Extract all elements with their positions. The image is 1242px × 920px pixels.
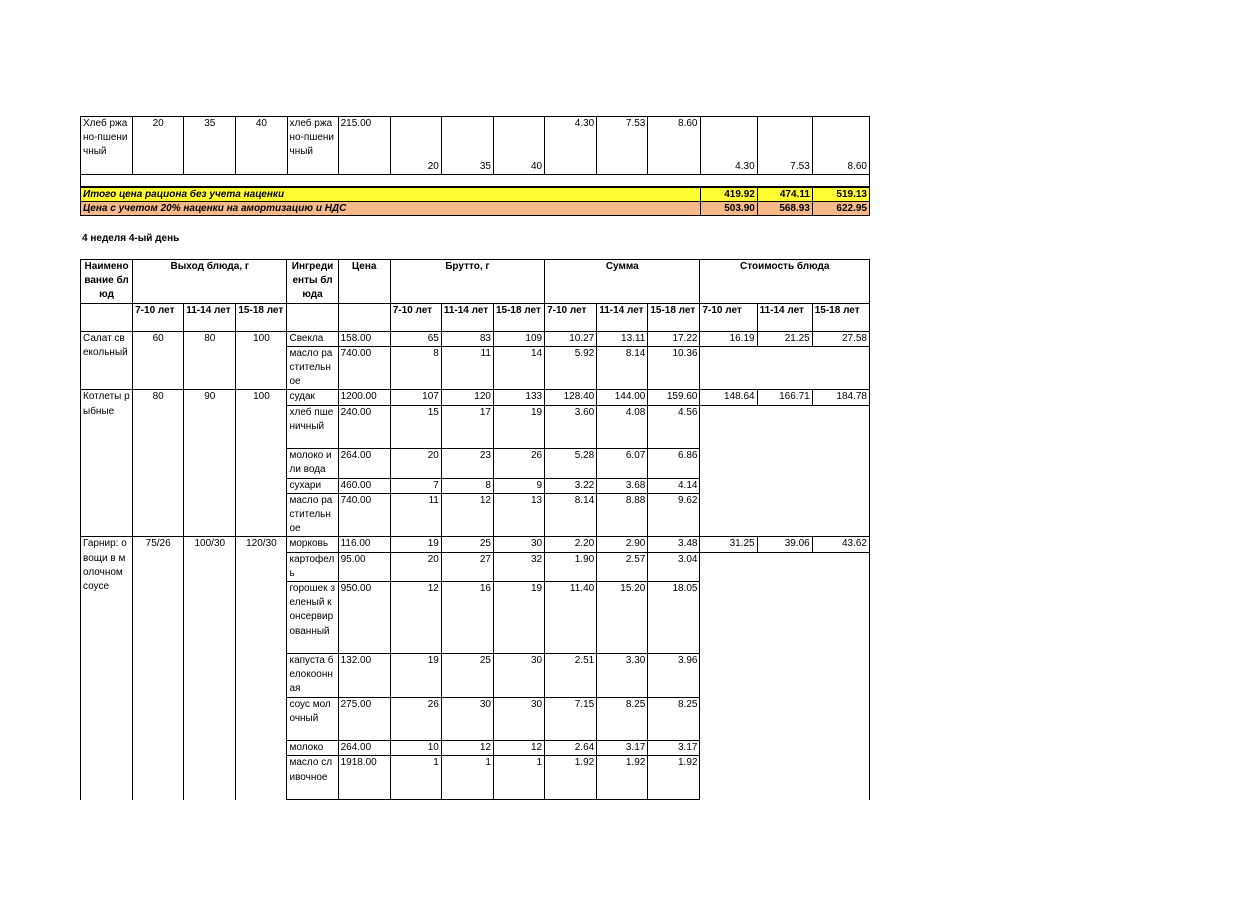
dish-yield-7-10: 60 — [133, 331, 184, 390]
dish-name: Котлеты рыбные — [81, 390, 133, 537]
ingredient-name: молоко — [287, 741, 338, 756]
total-11-14: 474.11 — [757, 188, 812, 202]
brutto-15-18: 30 — [493, 654, 544, 698]
sum-15-18: 6.86 — [648, 449, 700, 478]
dish-cost-11-14: 166.71 — [757, 390, 812, 405]
sum-11-14: 4.08 — [597, 405, 648, 449]
brutto-15-18: 26 — [493, 449, 544, 478]
brutto-11-14: 25 — [441, 537, 493, 552]
dish-yield-7-10: 75/26 — [133, 537, 184, 800]
brutto-11-14: 25 — [441, 654, 493, 698]
bread-yield-15-18: 40 — [236, 117, 287, 175]
sum-7-10: 10.27 — [545, 331, 597, 346]
dish-name: Салат свекольный — [81, 331, 133, 390]
spacer-row — [81, 175, 870, 187]
age-brutto-11-14: 11-14 лет — [441, 303, 493, 331]
bread-yield-11-14: 35 — [184, 117, 236, 175]
sum-7-10: 11.40 — [545, 582, 597, 654]
ingredient-name: молоко или вода — [287, 449, 338, 478]
ingredient-name: соус молочный — [287, 697, 338, 741]
header-cost: Стоимость блюда — [700, 260, 870, 304]
sum-11-14: 15.20 — [597, 582, 648, 654]
sum-11-14: 2.90 — [597, 537, 648, 552]
sum-15-18: 3.96 — [648, 654, 700, 698]
ingredient-price: 740.00 — [338, 493, 390, 537]
header-sum: Сумма — [545, 260, 700, 304]
sum-11-14: 2.57 — [597, 552, 648, 581]
day-title: 4 неделя 4-ый день — [82, 233, 180, 244]
brutto-11-14: 17 — [441, 405, 493, 449]
dish-cost-11-14: 21.25 — [757, 331, 812, 346]
age-cost-15-18: 15-18 лет — [812, 303, 869, 331]
age-header-price-empty — [338, 303, 390, 331]
menu-table-body — [81, 260, 870, 800]
brutto-11-14: 83 — [441, 331, 493, 346]
brutto-7-10: 65 — [390, 331, 441, 346]
age-yield-15-18: 15-18 лет — [236, 303, 287, 331]
brutto-7-10: 12 — [390, 582, 441, 654]
dish-yield-7-10: 80 — [133, 390, 184, 537]
menu-table — [80, 259, 870, 800]
sum-7-10: 5.28 — [545, 449, 597, 478]
ingredient-name: хлеб пшеничный — [287, 405, 338, 449]
sum-7-10: 7.15 — [545, 697, 597, 741]
sum-11-14: 8.88 — [597, 493, 648, 537]
spacer-cell — [81, 175, 870, 187]
sum-11-14: 8.25 — [597, 697, 648, 741]
brutto-7-10: 8 — [390, 346, 441, 390]
brutto-15-18: 32 — [493, 552, 544, 581]
brutto-15-18: 30 — [493, 537, 544, 552]
bread-brutto-15-18: 40 — [494, 117, 545, 175]
bread-sum-15-18: 8.60 — [648, 117, 700, 175]
sum-15-18: 3.48 — [648, 537, 700, 552]
header-price: Цена — [338, 260, 390, 304]
sum-7-10: 3.22 — [545, 478, 597, 493]
header-yield: Выход блюда, г — [133, 260, 287, 304]
total-row — [81, 188, 870, 202]
dish-cost-empty — [700, 552, 870, 799]
markup-row — [81, 202, 870, 216]
sum-7-10: 5.92 — [545, 346, 597, 390]
total-label: Итого цена рациона без учета наценки — [81, 188, 701, 202]
brutto-7-10: 19 — [390, 654, 441, 698]
dish-cost-empty — [700, 405, 870, 537]
brutto-7-10: 11 — [390, 493, 441, 537]
dish-cost-15-18: 43.62 — [812, 537, 869, 552]
ingredient-price: 240.00 — [338, 405, 390, 449]
sum-15-18: 159.60 — [648, 390, 700, 405]
ingredient-price: 740.00 — [338, 346, 390, 390]
dish-cost-7-10: 16.19 — [700, 331, 757, 346]
brutto-11-14: 11 — [441, 346, 493, 390]
dish-yield-15-18: 120/30 — [236, 537, 287, 800]
ingredient-price: 158.00 — [338, 331, 390, 346]
brutto-15-18: 1 — [493, 756, 544, 800]
dish-yield-11-14: 90 — [184, 390, 236, 537]
ingredient-price: 95.00 — [338, 552, 390, 581]
age-header-row — [81, 303, 870, 331]
sum-11-14: 3.68 — [597, 478, 648, 493]
sum-15-18: 4.56 — [648, 405, 700, 449]
ingredient-name: горошек зеленый консервированный — [287, 582, 338, 654]
ingredient-name: судак — [287, 390, 338, 405]
header-ingredients: Ингредиенты блюда — [287, 260, 338, 304]
sum-15-18: 3.17 — [648, 741, 700, 756]
sum-7-10: 128.40 — [545, 390, 597, 405]
age-brutto-15-18: 15-18 лет — [493, 303, 544, 331]
ingredient-name: масло растительное — [287, 346, 338, 390]
brutto-7-10: 10 — [390, 741, 441, 756]
sum-7-10: 2.20 — [545, 537, 597, 552]
sum-15-18: 18.05 — [648, 582, 700, 654]
brutto-15-18: 19 — [493, 582, 544, 654]
sum-7-10: 3.60 — [545, 405, 597, 449]
age-brutto-7-10: 7-10 лет — [390, 303, 441, 331]
dish-yield-11-14: 100/30 — [184, 537, 236, 800]
dish-yield-15-18: 100 — [236, 331, 287, 390]
ingredient-name: морковь — [287, 537, 338, 552]
age-yield-11-14: 11-14 лет — [184, 303, 236, 331]
age-cost-11-14: 11-14 лет — [757, 303, 812, 331]
ingredient-price: 264.00 — [338, 449, 390, 478]
markup-label: Цена с учетом 20% наценки на амортизацию и НДС — [81, 202, 701, 216]
dish-name: Гарнир: овощи в молочном соусе — [81, 537, 133, 800]
brutto-7-10: 26 — [390, 697, 441, 741]
bread-cost-15-18: 8.60 — [812, 117, 869, 175]
sum-11-14: 3.30 — [597, 654, 648, 698]
sum-11-14: 6.07 — [597, 449, 648, 478]
sum-15-18: 17.22 — [648, 331, 700, 346]
brutto-15-18: 133 — [493, 390, 544, 405]
sum-11-14: 144.00 — [597, 390, 648, 405]
bread-price: 215.00 — [338, 117, 390, 175]
sum-15-18: 8.25 — [648, 697, 700, 741]
brutto-7-10: 107 — [390, 390, 441, 405]
brutto-11-14: 30 — [441, 697, 493, 741]
bread-brutto-7-10: 20 — [390, 117, 441, 175]
dish-yield-15-18: 100 — [236, 390, 287, 537]
ingredient-name: сухари — [287, 478, 338, 493]
bread-sum-7-10: 4.30 — [545, 117, 597, 175]
header-name: Наименование блюд — [81, 260, 133, 304]
brutto-11-14: 120 — [441, 390, 493, 405]
age-sum-15-18: 15-18 лет — [648, 303, 700, 331]
age-sum-7-10: 7-10 лет — [545, 303, 597, 331]
ingredient-row — [81, 331, 870, 346]
ingredient-name: картофель — [287, 552, 338, 581]
header-row — [81, 260, 870, 304]
brutto-7-10: 19 — [390, 537, 441, 552]
bread-cost-7-10: 4.30 — [700, 117, 757, 175]
markup-11-14: 568.93 — [757, 202, 812, 216]
ingredient-row — [81, 537, 870, 552]
ingredient-name: Свекла — [287, 331, 338, 346]
brutto-15-18: 13 — [493, 493, 544, 537]
markup-7-10: 503.90 — [700, 202, 757, 216]
brutto-7-10: 15 — [390, 405, 441, 449]
dish-cost-7-10: 31.25 — [700, 537, 757, 552]
age-sum-11-14: 11-14 лет — [597, 303, 648, 331]
brutto-7-10: 1 — [390, 756, 441, 800]
dish-cost-11-14: 39.06 — [757, 537, 812, 552]
sum-15-18: 10.36 — [648, 346, 700, 390]
dish-cost-15-18: 184.78 — [812, 390, 869, 405]
ingredient-name: масло сливочное — [287, 756, 338, 800]
brutto-11-14: 12 — [441, 741, 493, 756]
bread-name: Хлеб ржано-пшеничный — [81, 117, 133, 175]
sum-7-10: 2.64 — [545, 741, 597, 756]
bread-sum-11-14: 7.53 — [597, 117, 648, 175]
ingredient-price: 116.00 — [338, 537, 390, 552]
age-cost-7-10: 7-10 лет — [700, 303, 757, 331]
brutto-11-14: 1 — [441, 756, 493, 800]
brutto-15-18: 9 — [493, 478, 544, 493]
bread-row — [81, 117, 870, 175]
bread-cost-11-14: 7.53 — [757, 117, 812, 175]
brutto-7-10: 20 — [390, 449, 441, 478]
ingredient-price: 264.00 — [338, 741, 390, 756]
total-15-18: 519.13 — [812, 188, 869, 202]
markup-15-18: 622.95 — [812, 202, 869, 216]
sum-15-18: 3.04 — [648, 552, 700, 581]
brutto-11-14: 23 — [441, 449, 493, 478]
brutto-15-18: 19 — [493, 405, 544, 449]
brutto-15-18: 30 — [493, 697, 544, 741]
bread-row-table — [80, 116, 870, 187]
sum-7-10: 8.14 — [545, 493, 597, 537]
dish-yield-11-14: 80 — [184, 331, 236, 390]
sum-11-14: 3.17 — [597, 741, 648, 756]
ingredient-price: 132.00 — [338, 654, 390, 698]
ingredient-price: 460.00 — [338, 478, 390, 493]
dish-cost-empty — [700, 346, 870, 390]
ingredient-row — [81, 390, 870, 405]
brutto-7-10: 20 — [390, 552, 441, 581]
total-7-10: 419.92 — [700, 188, 757, 202]
age-header-ingr-empty — [287, 303, 338, 331]
sum-7-10: 1.90 — [545, 552, 597, 581]
brutto-11-14: 27 — [441, 552, 493, 581]
bread-brutto-11-14: 35 — [441, 117, 493, 175]
ingredient-name: масло растительное — [287, 493, 338, 537]
sum-11-14: 8.14 — [597, 346, 648, 390]
sum-11-14: 13.11 — [597, 331, 648, 346]
bread-yield-7-10: 20 — [133, 117, 184, 175]
brutto-15-18: 12 — [493, 741, 544, 756]
brutto-11-14: 12 — [441, 493, 493, 537]
age-header-empty — [81, 303, 133, 331]
brutto-11-14: 8 — [441, 478, 493, 493]
brutto-7-10: 7 — [390, 478, 441, 493]
sum-11-14: 1.92 — [597, 756, 648, 800]
sum-15-18: 1.92 — [648, 756, 700, 800]
bread-ingredient: хлеб ржано-пшеничный — [287, 117, 338, 175]
sum-15-18: 9.62 — [648, 493, 700, 537]
totals-table — [80, 187, 870, 216]
ingredient-price: 1200.00 — [338, 390, 390, 405]
ingredient-price: 275.00 — [338, 697, 390, 741]
ingredient-name: капуста белокоонная — [287, 654, 338, 698]
brutto-15-18: 14 — [493, 346, 544, 390]
dish-cost-7-10: 148.64 — [700, 390, 757, 405]
header-brutto: Брутто, г — [390, 260, 544, 304]
sum-7-10: 1.92 — [545, 756, 597, 800]
age-yield-7-10: 7-10 лет — [133, 303, 184, 331]
ingredient-price: 1918.00 — [338, 756, 390, 800]
brutto-15-18: 109 — [493, 331, 544, 346]
ingredient-price: 950.00 — [338, 582, 390, 654]
sum-15-18: 4.14 — [648, 478, 700, 493]
sum-7-10: 2.51 — [545, 654, 597, 698]
dish-cost-15-18: 27.58 — [812, 331, 869, 346]
brutto-11-14: 16 — [441, 582, 493, 654]
